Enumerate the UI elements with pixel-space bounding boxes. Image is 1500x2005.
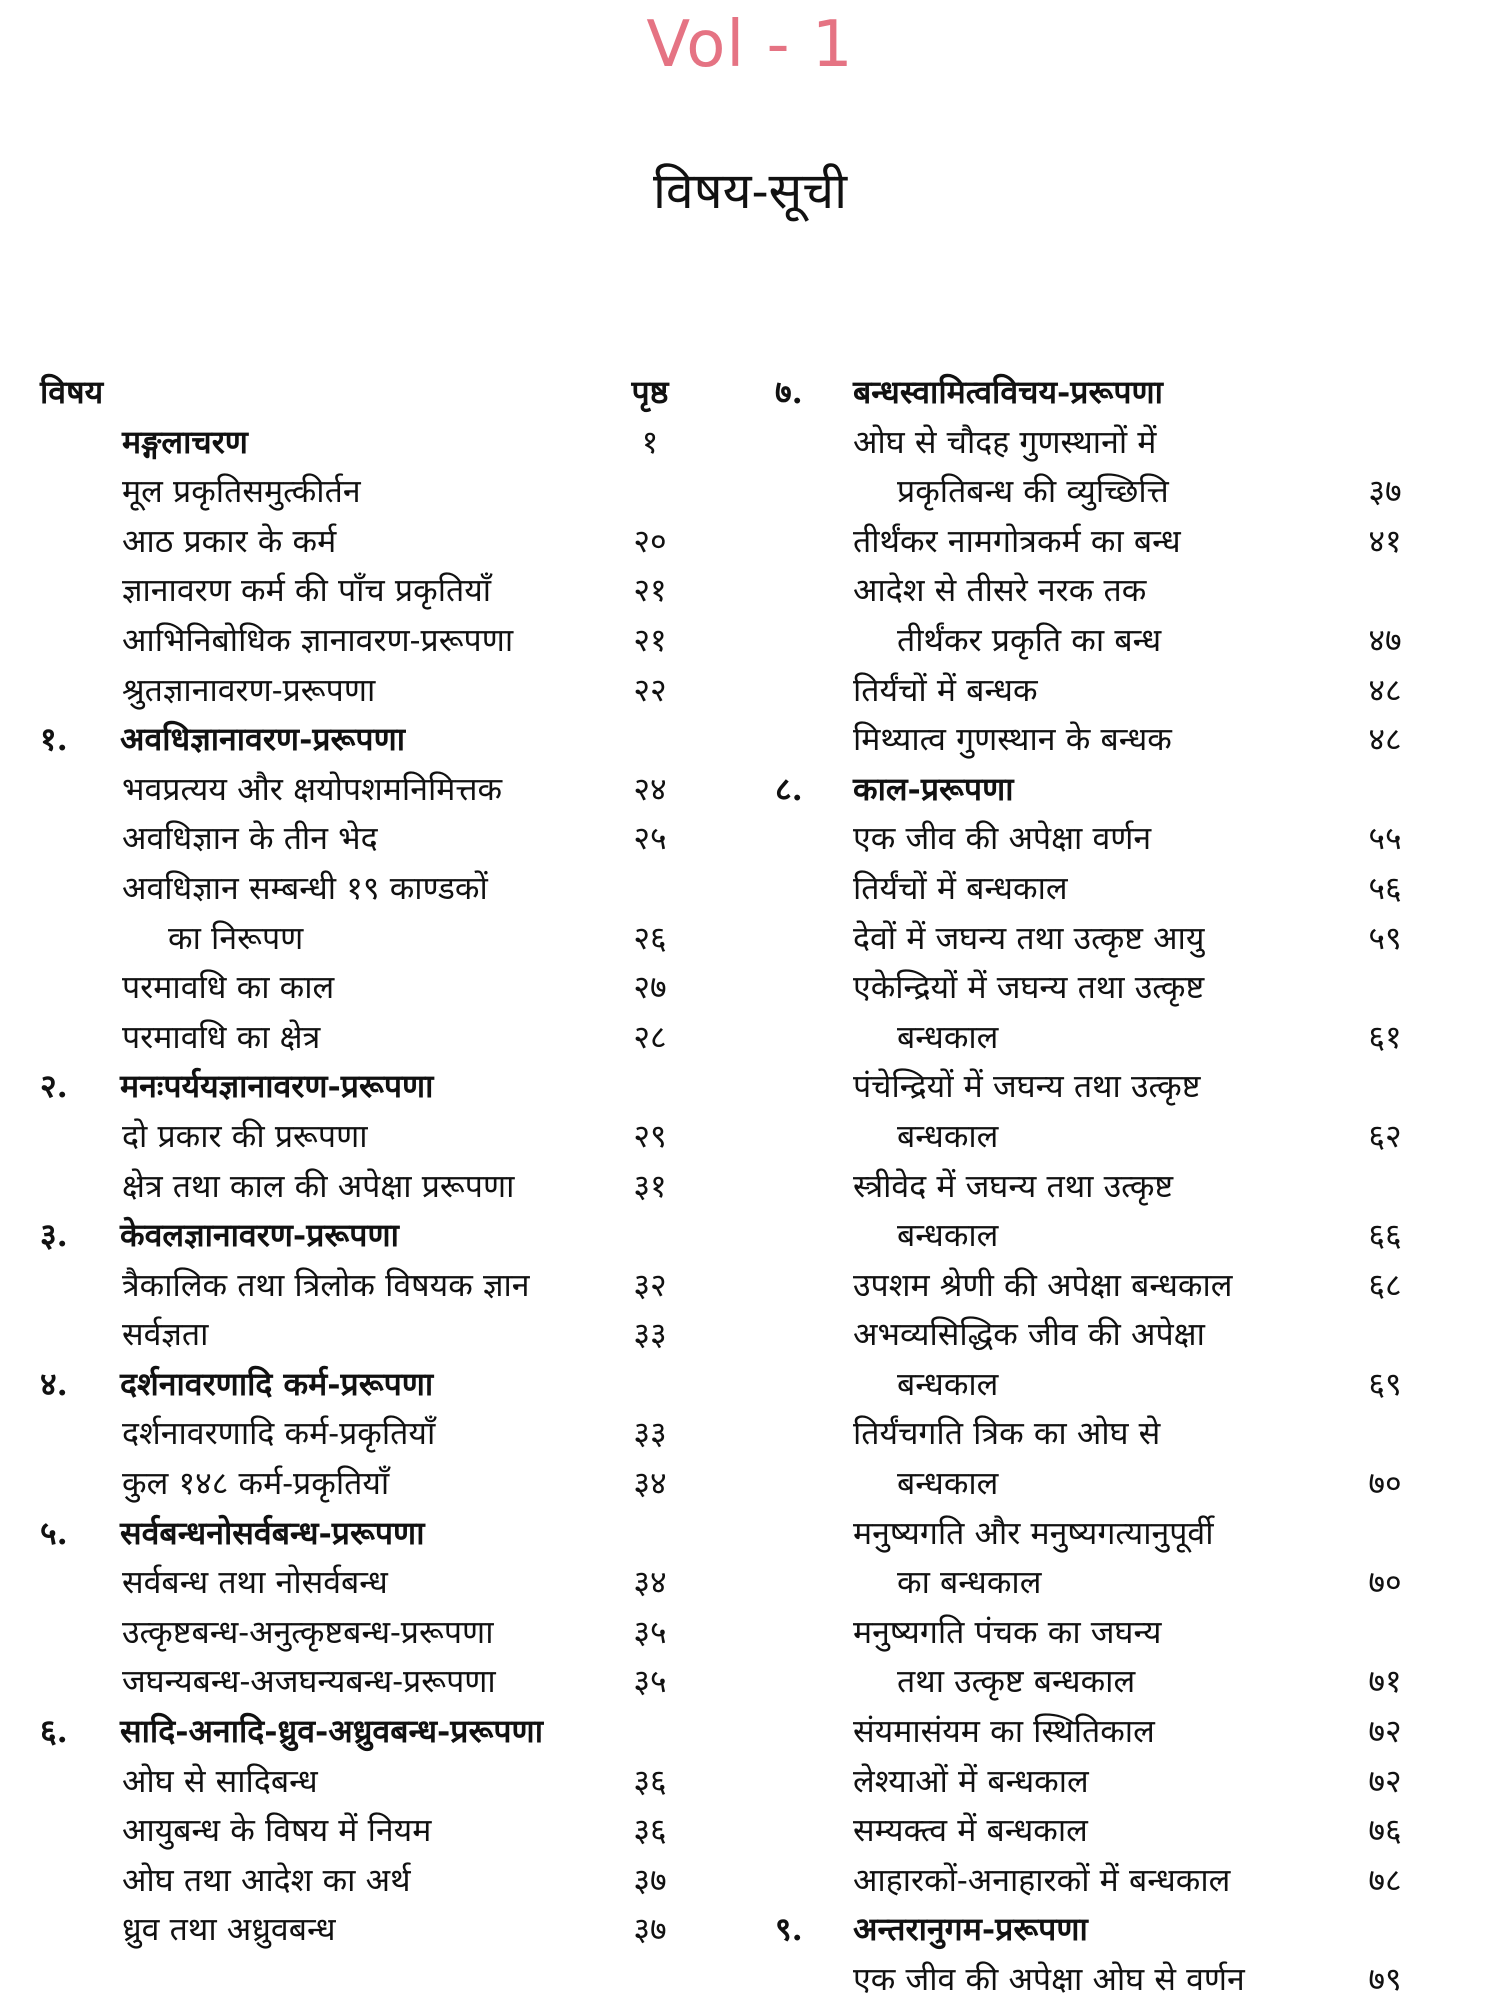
toc-entry-row xyxy=(40,1112,690,1162)
toc-entry-row xyxy=(40,1261,690,1311)
page-number: ४१ xyxy=(1368,521,1402,560)
section-number: ३. xyxy=(40,1216,68,1255)
toc-left-column xyxy=(40,368,690,1955)
toc-entry-row xyxy=(775,1360,1425,1410)
toc-entry-row xyxy=(40,864,690,914)
entry-title: मूल प्रकृतिसमुत्कीर्तन xyxy=(122,472,361,511)
toc-entry-row xyxy=(40,1757,690,1807)
section-title: अवधिज्ञानावरण-प्ररूपणा xyxy=(120,720,406,759)
toc-entry-row xyxy=(775,715,1425,765)
toc-section-row xyxy=(40,1211,690,1261)
toc-entry-row xyxy=(40,1806,690,1856)
toc-entry-row xyxy=(775,1162,1425,1212)
toc-entry-row xyxy=(775,1409,1425,1459)
toc-entry-row xyxy=(775,1657,1425,1707)
section-number: ६. xyxy=(40,1712,68,1751)
entry-title: बन्धकाल xyxy=(897,1216,999,1255)
page-number: ३६ xyxy=(633,1761,667,1800)
entry-title: आदेश से तीसरे नरक तक xyxy=(853,571,1147,610)
toc-header xyxy=(40,368,690,418)
entry-title: ओघ से सादिबन्ध xyxy=(122,1761,318,1800)
toc-entry-row xyxy=(775,1261,1425,1311)
page-number: ३१ xyxy=(633,1166,667,1205)
entry-title: ज्ञानावरण कर्म की पाँच प्रकृतियाँ xyxy=(122,571,492,610)
entry-title: दर्शनावरणादि कर्म-प्रकृतियाँ xyxy=(122,1414,436,1453)
toc-section-row xyxy=(40,1509,690,1559)
page-number: २८ xyxy=(633,1017,667,1056)
entry-title: आठ प्रकार के कर्म xyxy=(122,521,337,560)
page-number: २० xyxy=(633,521,667,560)
page-number: २६ xyxy=(633,918,667,957)
page-number: ७२ xyxy=(1368,1761,1402,1800)
toc-entry-row xyxy=(775,1459,1425,1509)
page-number: ५९ xyxy=(1368,918,1402,957)
toc-entry-row xyxy=(775,1013,1425,1063)
entry-title: अभव्यसिद्धिक जीव की अपेक्षा xyxy=(853,1315,1205,1354)
entry-title: मनुष्यगति पंचक का जघन्य xyxy=(853,1612,1162,1651)
section-title: काल-प्ररूपणा xyxy=(853,769,1014,808)
page-number: १ xyxy=(641,422,659,461)
subject-heading: विषय xyxy=(40,373,104,411)
page-number: २९ xyxy=(633,1116,667,1155)
page-number: ४८ xyxy=(1368,670,1402,709)
page-number: ३५ xyxy=(633,1662,667,1701)
toc-entry-row xyxy=(40,1608,690,1658)
toc-entry-row xyxy=(775,666,1425,716)
page-number: ७९ xyxy=(1368,1960,1402,1998)
entry-title: का निरूपण xyxy=(168,918,304,957)
page-number: २१ xyxy=(633,571,667,610)
section-number: २. xyxy=(40,1067,68,1106)
section-number: १. xyxy=(40,720,68,759)
entry-title: तथा उत्कृष्ट बन्धकाल xyxy=(897,1662,1136,1701)
toc-section-row xyxy=(775,368,1425,418)
toc-right-column xyxy=(775,368,1425,2005)
toc-entry-row xyxy=(775,616,1425,666)
page-number: ६२ xyxy=(1368,1116,1402,1155)
entry-title: देवों में जघन्य तथा उत्कृष्ट आयु xyxy=(853,918,1205,957)
entry-title: पंचेन्द्रियों में जघन्य तथा उत्कृष्ट xyxy=(853,1067,1201,1106)
toc-entry-row xyxy=(40,1310,690,1360)
section-title: सर्वबन्धनोसर्वबन्ध-प्ररूपणा xyxy=(120,1513,425,1552)
entry-title: तिर्यंचों में बन्धकाल xyxy=(853,868,1068,907)
entry-title: बन्धकाल xyxy=(897,1017,999,1056)
toc-entry-row xyxy=(40,1558,690,1608)
entry-title: उत्कृष्टबन्ध-अनुत्कृष्टबन्ध-प्ररूपणा xyxy=(122,1612,494,1651)
entry-title: मनुष्यगति और मनुष्यगत्यानुपूर्वी xyxy=(853,1513,1214,1552)
toc-entry-row xyxy=(40,1409,690,1459)
entry-title: संयमासंयम का स्थितिकाल xyxy=(853,1712,1155,1751)
toc-entry-row xyxy=(40,765,690,815)
entry-title: मङ्गलाचरण xyxy=(122,422,248,461)
entry-title: मिथ्यात्व गुणस्थान के बन्धक xyxy=(853,720,1172,759)
entry-title: आयुबन्ध के विषय में नियम xyxy=(122,1811,432,1850)
entry-title: परमावधि का काल xyxy=(122,968,335,1007)
section-number: ४. xyxy=(40,1364,68,1403)
entry-title: एकेन्द्रियों में जघन्य तथा उत्कृष्ट xyxy=(853,968,1205,1007)
page-number: ३७ xyxy=(1368,472,1402,511)
page-number: ३७ xyxy=(633,1860,667,1899)
entry-title: लेश्याओं में बन्धकाल xyxy=(853,1761,1089,1800)
toc-entry-row xyxy=(775,1062,1425,1112)
toc-entry-row xyxy=(40,566,690,616)
toc-entry-row xyxy=(775,566,1425,616)
entry-title: बन्धकाल xyxy=(897,1464,999,1503)
page-number: ४८ xyxy=(1368,720,1402,759)
page-number: ७६ xyxy=(1368,1811,1402,1850)
entry-title: तिर्यंचों में बन्धक xyxy=(853,670,1038,709)
page-number: २१ xyxy=(633,620,667,659)
page-number: ७८ xyxy=(1368,1860,1402,1899)
toc-entry-row xyxy=(40,1657,690,1707)
section-number: ८. xyxy=(775,769,803,808)
entry-title: तीर्थंकर प्रकृति का बन्ध xyxy=(897,620,1162,659)
page-number: ३३ xyxy=(633,1315,667,1354)
toc-entry-row xyxy=(775,517,1425,567)
toc-entry-row xyxy=(775,1806,1425,1856)
entry-title: त्रैकालिक तथा त्रिलोक विषयक ज्ञान xyxy=(122,1265,530,1304)
entry-title: बन्धकाल xyxy=(897,1364,999,1403)
page-title: विषय-सूची xyxy=(652,162,848,220)
toc-entry-row xyxy=(40,1162,690,1212)
section-number: ५. xyxy=(40,1513,68,1552)
page-number: २४ xyxy=(633,769,667,808)
toc-entry-row xyxy=(40,418,690,468)
entry-title: श्रुतज्ञानावरण-प्ररूपणा xyxy=(122,670,376,709)
page-heading: पृष्ठ xyxy=(631,373,669,411)
toc-section-row xyxy=(40,1360,690,1410)
page-number: ५५ xyxy=(1368,819,1402,858)
toc-entry-row xyxy=(775,1955,1425,2005)
toc-entry-row xyxy=(775,1856,1425,1906)
page-number: ७० xyxy=(1368,1563,1402,1602)
page-number: ३३ xyxy=(633,1414,667,1453)
section-title: सादि-अनादि-ध्रुव-अध्रुवबन्ध-प्ररूपणा xyxy=(120,1712,543,1751)
entry-title: भवप्रत्यय और क्षयोपशमनिमित्तक xyxy=(122,769,503,808)
toc-entry-row xyxy=(775,1211,1425,1261)
entry-title: का बन्धकाल xyxy=(897,1563,1042,1602)
entry-title: कुल १४८ कर्म-प्रकृतियाँ xyxy=(122,1464,390,1503)
toc-entry-row xyxy=(775,1112,1425,1162)
entry-title: ध्रुव तथा अध्रुवबन्ध xyxy=(122,1910,336,1949)
toc-entry-row xyxy=(40,467,690,517)
toc-entry-row xyxy=(775,1757,1425,1807)
entry-title: सम्यक्त्व में बन्धकाल xyxy=(853,1811,1088,1850)
section-title: मनःपर्ययज्ञानावरण-प्ररूपणा xyxy=(120,1067,434,1106)
entry-title: क्षेत्र तथा काल की अपेक्षा प्ररूपणा xyxy=(122,1166,515,1205)
page-number: ६९ xyxy=(1368,1364,1402,1403)
entry-title: प्रकृतिबन्ध की व्युच्छित्ति xyxy=(897,472,1169,511)
entry-title: सर्वबन्ध तथा नोसर्वबन्ध xyxy=(122,1563,388,1602)
entry-title: दो प्रकार की प्ररूपणा xyxy=(122,1116,368,1155)
toc-entry-row xyxy=(40,517,690,567)
entry-title: अवधिज्ञान सम्बन्धी १९ काण्डकों xyxy=(122,868,488,907)
entry-title: एक जीव की अपेक्षा वर्णन xyxy=(853,819,1152,858)
entry-title: उपशम श्रेणी की अपेक्षा बन्धकाल xyxy=(853,1265,1233,1304)
entry-title: स्त्रीवेद में जघन्य तथा उत्कृष्ट xyxy=(853,1166,1174,1205)
toc-section-row xyxy=(40,1707,690,1757)
page-number: ६८ xyxy=(1368,1265,1402,1304)
page-number: ३४ xyxy=(633,1563,667,1602)
toc-entry-row xyxy=(775,1558,1425,1608)
toc-entry-row xyxy=(775,814,1425,864)
entry-title: सर्वज्ञता xyxy=(122,1315,209,1354)
page-number: ६१ xyxy=(1368,1017,1402,1056)
volume-label: Vol - 1 xyxy=(646,8,854,82)
toc-entry-row xyxy=(775,1707,1425,1757)
toc-section-row xyxy=(40,1062,690,1112)
toc-entry-row xyxy=(40,1013,690,1063)
entry-title: परमावधि का क्षेत्र xyxy=(122,1017,321,1056)
page-number: ४७ xyxy=(1368,620,1402,659)
page-number: ३७ xyxy=(633,1910,667,1949)
toc-right-rows xyxy=(775,368,1425,2005)
toc-entry-row xyxy=(40,914,690,964)
section-title: बन्धस्वामित्वविचय-प्ररूपणा xyxy=(853,373,1163,411)
toc-entry-row xyxy=(775,963,1425,1013)
toc-entry-row xyxy=(40,666,690,716)
page-number: २५ xyxy=(633,819,667,858)
page-number: ७० xyxy=(1368,1464,1402,1503)
toc-section-row xyxy=(40,715,690,765)
entry-title: जघन्यबन्ध-अजघन्यबन्ध-प्ररूपणा xyxy=(122,1662,496,1701)
page-number: ३६ xyxy=(633,1811,667,1850)
entry-title: ओघ तथा आदेश का अर्थ xyxy=(122,1860,411,1899)
toc-entry-row xyxy=(40,1856,690,1906)
entry-title: अवधिज्ञान के तीन भेद xyxy=(122,819,378,858)
page-number: ३४ xyxy=(633,1464,667,1503)
toc-entry-row xyxy=(775,914,1425,964)
toc-entry-row xyxy=(40,1459,690,1509)
toc-section-row xyxy=(775,765,1425,815)
toc-entry-row xyxy=(775,864,1425,914)
section-title: अन्तरानुगम-प्ररूपणा xyxy=(853,1910,1088,1949)
page-number: ३५ xyxy=(633,1612,667,1651)
page-number: २७ xyxy=(633,968,667,1007)
entry-title: बन्धकाल xyxy=(897,1116,999,1155)
toc-section-row xyxy=(775,1905,1425,1955)
page-number: २२ xyxy=(633,670,667,709)
toc-entry-row xyxy=(40,963,690,1013)
entry-title: एक जीव की अपेक्षा ओघ से वर्णन xyxy=(853,1960,1245,1998)
entry-title: आभिनिबोधिक ज्ञानावरण-प्ररूपणा xyxy=(122,620,514,659)
section-title: दर्शनावरणादि कर्म-प्ररूपणा xyxy=(120,1364,434,1403)
toc-left-rows xyxy=(40,418,690,1955)
entry-title: आहारकों-अनाहारकों में बन्धकाल xyxy=(853,1860,1231,1899)
toc-entry-row xyxy=(775,418,1425,468)
toc-entry-row xyxy=(775,467,1425,517)
section-number: ९. xyxy=(775,1910,803,1949)
toc-entry-row xyxy=(775,1509,1425,1559)
toc-entry-row xyxy=(40,1905,690,1955)
entry-title: तीर्थंकर नामगोत्रकर्म का बन्ध xyxy=(853,521,1181,560)
page-number: ७२ xyxy=(1368,1712,1402,1751)
toc-entry-row xyxy=(775,1608,1425,1658)
toc-entry-row xyxy=(40,814,690,864)
toc-entry-row xyxy=(775,1310,1425,1360)
entry-title: ओघ से चौदह गुणस्थानों में xyxy=(853,422,1157,461)
page-number: ५६ xyxy=(1368,868,1402,907)
entry-title: तिर्यंचगति त्रिक का ओघ से xyxy=(853,1414,1161,1453)
page-number: ७१ xyxy=(1368,1662,1402,1701)
section-title: केवलज्ञानावरण-प्ररूपणा xyxy=(120,1216,399,1255)
toc-entry-row xyxy=(40,616,690,666)
section-number: ७. xyxy=(775,373,803,411)
page-number: ३२ xyxy=(633,1265,667,1304)
page-number: ६६ xyxy=(1368,1216,1402,1255)
